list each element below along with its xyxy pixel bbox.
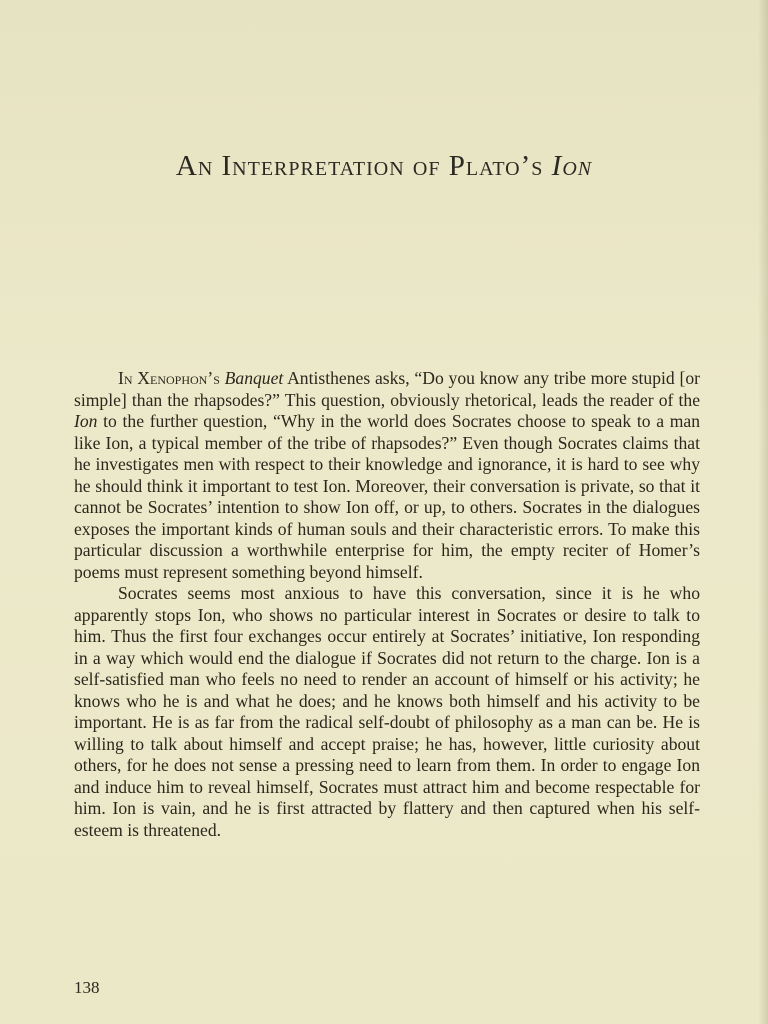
work-title-ion: Ion [74, 411, 98, 431]
chapter-title [0, 150, 768, 183]
work-title-banquet: Banquet [224, 368, 284, 388]
paragraph-1-text-b: to the further question, “Why in the world does Socrates choose to speak to a man like Ion, a typical member of the tribe of rhapsodes?” Even though Socrates claims that he investigates men with respect to their knowledge and ignorance, it is hard to see why he should think it important to test Ion. Moreover, their conversation is private, so that it cannot be Socrates’ intention to show Ion off, or up, to others. Socrates in the dialogues exposes the important kinds of human souls and their characteristic errors. To make this particular discussion a worthwhile enterprise for him, the empty reciter of Homer’s poems must represent something beyond himself. [74, 411, 700, 582]
paragraph-1-text-a: Antisthenes asks, “Do you know any tribe more stupid [or simple] than the rhapsodes?” This question, obviously rhetorical, leads the reader of the [74, 368, 700, 410]
paragraph-1 [74, 368, 700, 583]
chapter-title-italic: Ion [551, 150, 593, 182]
chapter-body [74, 368, 700, 841]
chapter-title-main: An Interpretation of Plato’s [175, 150, 544, 182]
paragraph-2: Socrates seems most anxious to have this conversation, since it is he who apparently stops Ion, who shows no particular interest in Socrates or desire to talk to him. Thus the first four exchanges occur entirely at Socrates’ initiative, Ion responding in a way which would end the dialogue if Socrates did not return to the charge. Ion is a self-satisfied man who feels no need to render an account of himself or his activity; he knows who he is and what he does; and he knows both himself and his activity to be important. He is as far from the radical self-doubt of philosophy as a man can be. He is willing to talk about himself and accept praise; he has, however, little curiosity about others, for he does not sense a pressing need to learn from them. In order to engage Ion and induce him to reveal himself, Socrates must attract him and become respectable for him. Ion is vain, and he is first attracted by flattery and then captured when his self-esteem is threatened. [74, 583, 700, 840]
paragraph-1-lead: In Xenophon’s [118, 368, 220, 388]
page-number: 138 [74, 978, 100, 997]
